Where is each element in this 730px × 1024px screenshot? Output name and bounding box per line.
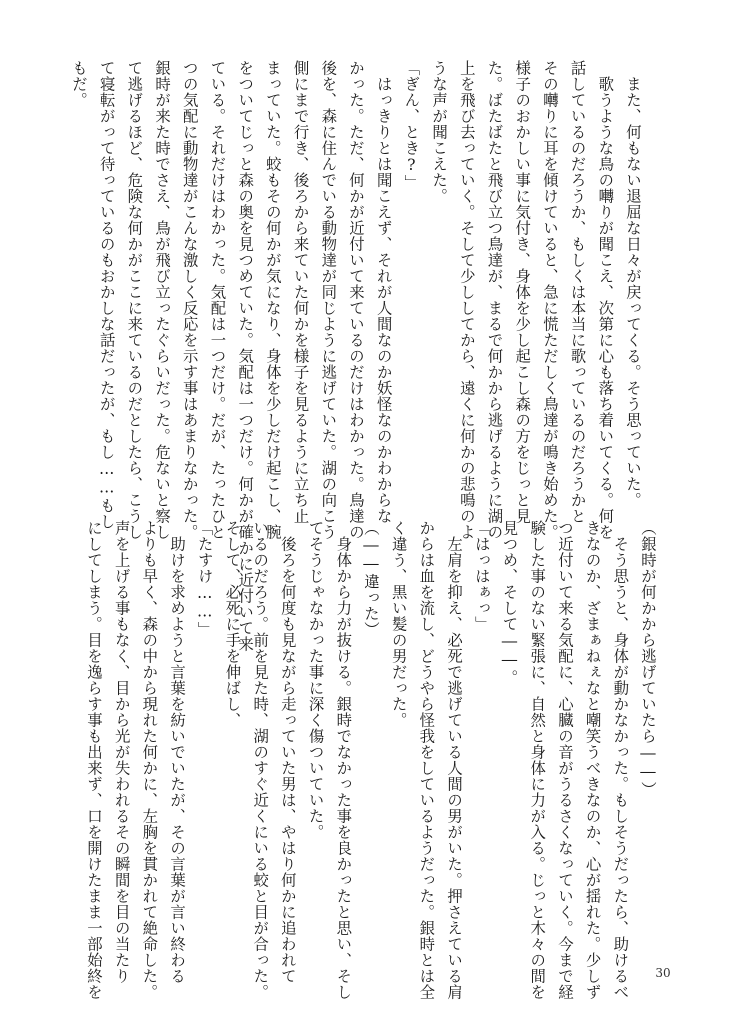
text-line: つ近付いて来る気配に、心臓の音がうるさくなっていく。今まで経 [555,520,574,1000]
text-line: そして、必死に手を伸ばし、 [223,520,242,728]
text-line: て逃げるほど、危険な何かがここに来ているのだとしたら、こうし [125,60,144,540]
text-line: ている。それだけはわかった。気配は一つだけ。だが、たったひと [208,60,227,540]
text-line: をついてじっと森の奥を見つめていた。気配は一つだけ。何かが確かに近付いて来 [236,60,255,652]
text-line: かった。ただ、何かが近付いて来ているのだけはわかった。鳥達の [346,60,365,540]
text-line: 「ぎん、とき?」 [402,60,421,191]
bottom-text-block [65,520,661,1000]
text-line: 歌うような鳥の囀りが聞こえ、次第に心も落ち着いてくる。何を [596,60,615,540]
text-line: 「はっはぁっ」 [472,520,491,632]
text-line: 後ろを何度も見ながら走っていた男は、やはり何かに追われて [278,520,297,984]
text-line: た。ばたばたと飛び立つ鳥達が、まるで何かから逃げるように湖の [485,60,504,540]
text-line: 声を上げる事もなく、目から光が失われるその瞬間を目の当たり [112,520,131,984]
text-line: てそうじゃなかった事に深く傷ついていた。 [306,520,325,840]
text-line: 「たすけ……」 [195,520,214,638]
text-line: 話しているのだろうか、もしくは本当に歌っているのだろうかと [568,60,587,524]
text-line: 験した事のない緊張に、自然と身体に力が入る。じっと木々の間を [528,520,547,1000]
text-line: 後を、森に住んでいる動物達が同じように逃げていた。湖の向こう [319,60,338,540]
text-line: はっきりとは聞こえず、それが人間なのか妖怪なのかわからな [374,60,393,524]
text-line: （銀時が何かから逃げていたら――） [639,520,657,798]
text-line: 左肩を抑え、必死で逃げている人間の男がいた。押さえている肩 [445,520,464,1000]
text-line: よりも早く、森の中から現れた何かに、左胸を貫かれて絶命した。 [140,520,159,1000]
page-number: 30 [655,966,671,980]
text-line: 側にまで行き、後ろから来ていた何かを様子を見るように立ち止 [291,60,310,524]
text-line: 上を飛び去っていく。そして少ししてから、遠くに何かの悲鳴のよ [457,60,476,540]
text-line: 銀時が来た時でさえ、鳥が飛び立ったぐらいだった。危ないと察し [153,60,172,540]
text-line: 助けを求めようと言葉を紡いでいたが、その言葉が言い終わる [168,520,187,984]
text-line: （――違った） [361,520,380,638]
text-line: きなのか、ざまぁねぇなと嘲笑うべきなのか、心が揺れた。少しず [583,520,602,1000]
text-line: にしてしまう。目を逸らす事も出来ず、口を開けたまま一部始終を [84,520,103,1000]
text-line: もだ。 [69,60,88,108]
text-line: いるのだろう。前を見た時、湖のすぐ近くにいる蛟と目が合った。 [251,520,270,1000]
text-line: て寝転がって待っているのもおかしな話だったが、もし……もし [97,60,116,530]
text-line: 様子のおかしい事に気付き、身体を少し起こし森の方をじっと見 [513,60,532,524]
text-line: つの気配に動物達がこんな激しく反応を示す事はあまりなかった。 [180,60,199,540]
text-line: うな声が聞こえた。 [430,60,449,204]
text-line: そう思うと、身体が動かなかった。もしそうだったら、助けるべ [611,520,630,1000]
text-line: まっていた。蛟もその何かが気になり、身体を少しだけ起こし、腕 [263,60,282,540]
text-line: からは血を流し、どうやら怪我をしているようだった。銀時とは全 [417,520,436,1000]
text-line: 見つめ、そして――。 [500,520,519,686]
text-line: 身体から力が抜ける。銀時でなかった事を良かったと思い、そし [334,520,353,1000]
text-line: また、何もない退屈な日々が戻ってくる。そう思っていた。 [624,60,642,508]
text-line: く違う、黒い髪の男だった。 [389,520,408,728]
text-line: その囀りに耳を傾けていると、急に慌ただしく鳥達が鳴き始めた。 [540,60,559,540]
